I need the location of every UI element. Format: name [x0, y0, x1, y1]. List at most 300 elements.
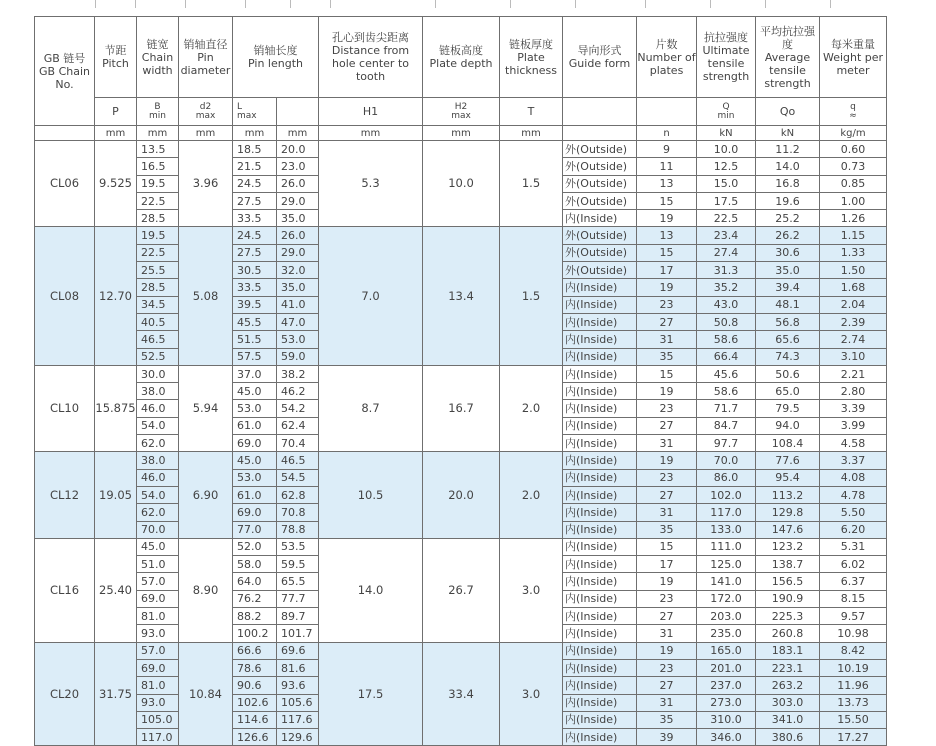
- cell-weight: 4.58: [820, 435, 887, 452]
- cell-avg: 14.0: [756, 158, 820, 175]
- cell-plate-depth: 33.4: [423, 642, 500, 746]
- cell-ult: 70.0: [697, 452, 756, 469]
- cell-num-plates: 31: [637, 331, 697, 348]
- cell-width: 57.0: [137, 573, 179, 590]
- cell-len-1: 69.0: [233, 504, 277, 521]
- cell-num-plates: 31: [637, 435, 697, 452]
- cell-ult: 43.0: [697, 296, 756, 313]
- cell-len-1: 52.0: [233, 538, 277, 555]
- cell-num-plates: 27: [637, 677, 697, 694]
- cell-guide: 内(Inside): [563, 279, 637, 296]
- cell-weight: 0.60: [820, 141, 887, 158]
- cell-num-plates: 27: [637, 608, 697, 625]
- cell-width: 19.5: [137, 227, 179, 244]
- cell-width: 40.5: [137, 313, 179, 330]
- cell-avg: 19.6: [756, 192, 820, 209]
- cell-len-1: 61.0: [233, 417, 277, 434]
- col-avg-header: 平均抗拉强度 Average tensile strength: [756, 17, 820, 98]
- cell-len-2: 35.0: [277, 279, 319, 296]
- cell-len-1: 33.5: [233, 210, 277, 227]
- header-row-symbols: [35, 98, 887, 126]
- cell-ult: 71.7: [697, 400, 756, 417]
- cell-guide: 内(Inside): [563, 694, 637, 711]
- cell-plate-thick: 2.0: [500, 452, 563, 538]
- cell-len-2: 78.8: [277, 521, 319, 538]
- cell-guide: 内(Inside): [563, 711, 637, 728]
- cell-ult: 22.5: [697, 210, 756, 227]
- cell-len-2: 26.0: [277, 175, 319, 192]
- unit-num-plates: n: [637, 126, 697, 141]
- unit-guide: [563, 126, 637, 141]
- cell-guide: 内(Inside): [563, 365, 637, 382]
- weight-symbol: q ≈: [820, 98, 887, 126]
- cell-guide: 内(Inside): [563, 435, 637, 452]
- cell-width: 45.0: [137, 538, 179, 555]
- cell-len-1: 24.5: [233, 227, 277, 244]
- cell-chain-no: CL08: [35, 227, 95, 365]
- cell-width: 117.0: [137, 729, 179, 746]
- unit-weight: kg/m: [820, 126, 887, 141]
- cell-avg: 65.6: [756, 331, 820, 348]
- ult-symbol: Q min: [697, 98, 756, 126]
- cell-avg: 138.7: [756, 556, 820, 573]
- col-chain-no-header: GB 链号 GB Chain No.: [35, 17, 95, 126]
- cell-ult: 117.0: [697, 504, 756, 521]
- cell-ult: 133.0: [697, 521, 756, 538]
- cell-pitch: 15.875: [95, 365, 137, 451]
- cell-pitch: 19.05: [95, 452, 137, 538]
- cell-len-1: 51.5: [233, 331, 277, 348]
- cell-hole-dist: 5.3: [319, 141, 423, 227]
- cell-num-plates: 23: [637, 296, 697, 313]
- cell-len-2: 53.5: [277, 538, 319, 555]
- cell-len-1: 24.5: [233, 175, 277, 192]
- cell-width: 22.5: [137, 192, 179, 209]
- unit-chain-blank: [35, 126, 95, 141]
- cell-guide: 外(Outside): [563, 227, 637, 244]
- col-num-plates-header: 片数 Number of plates: [637, 17, 697, 98]
- cell-width: 93.0: [137, 625, 179, 642]
- cell-len-1: 53.0: [233, 400, 277, 417]
- cell-len-2: 69.6: [277, 642, 319, 659]
- cell-pin-diam: 5.08: [179, 227, 233, 365]
- cell-guide: 外(Outside): [563, 192, 637, 209]
- cell-len-2: 20.0: [277, 141, 319, 158]
- cell-ult: 27.4: [697, 244, 756, 261]
- cell-num-plates: 35: [637, 348, 697, 365]
- cell-ult: 237.0: [697, 677, 756, 694]
- cell-ult: 203.0: [697, 608, 756, 625]
- cell-width: 30.0: [137, 365, 179, 382]
- cell-pin-diam: 10.84: [179, 642, 233, 746]
- cell-num-plates: 13: [637, 175, 697, 192]
- cell-ult: 45.6: [697, 365, 756, 382]
- cell-ult: 172.0: [697, 590, 756, 607]
- cell-weight: 1.15: [820, 227, 887, 244]
- cell-ult: 15.0: [697, 175, 756, 192]
- cell-len-2: 117.6: [277, 711, 319, 728]
- cell-avg: 190.9: [756, 590, 820, 607]
- cell-avg: 341.0: [756, 711, 820, 728]
- cell-len-1: 30.5: [233, 262, 277, 279]
- cell-len-1: 37.0: [233, 365, 277, 382]
- cell-num-plates: 19: [637, 383, 697, 400]
- cell-ult: 310.0: [697, 711, 756, 728]
- cell-width: 46.0: [137, 400, 179, 417]
- cell-pin-diam: 3.96: [179, 141, 233, 227]
- guide-symbol-blank: [563, 98, 637, 126]
- cell-len-1: 61.0: [233, 486, 277, 503]
- cell-num-plates: 35: [637, 521, 697, 538]
- cell-avg: 74.3: [756, 348, 820, 365]
- cell-weight: 1.00: [820, 192, 887, 209]
- num-plates-symbol-blank: [637, 98, 697, 126]
- cell-len-2: 81.6: [277, 659, 319, 676]
- cell-len-2: 46.2: [277, 383, 319, 400]
- cell-num-plates: 9: [637, 141, 697, 158]
- cell-guide: 内(Inside): [563, 642, 637, 659]
- cell-width: 70.0: [137, 521, 179, 538]
- header-row-titles: [35, 17, 887, 98]
- cell-width: 38.0: [137, 452, 179, 469]
- cell-len-2: 93.6: [277, 677, 319, 694]
- cell-ult: 50.8: [697, 313, 756, 330]
- cell-weight: 8.15: [820, 590, 887, 607]
- cell-avg: 79.5: [756, 400, 820, 417]
- cell-avg: 56.8: [756, 313, 820, 330]
- hole-dist-symbol: H1: [319, 98, 423, 126]
- cell-guide: 内(Inside): [563, 504, 637, 521]
- cell-len-1: 27.5: [233, 192, 277, 209]
- cell-avg: 39.4: [756, 279, 820, 296]
- cell-chain-no: CL16: [35, 538, 95, 642]
- cell-ult: 23.4: [697, 227, 756, 244]
- cell-avg: 260.8: [756, 625, 820, 642]
- cell-weight: 6.20: [820, 521, 887, 538]
- cell-plate-thick: 3.0: [500, 538, 563, 642]
- cell-chain-no: CL20: [35, 642, 95, 746]
- cell-avg: 65.0: [756, 383, 820, 400]
- cell-avg: 303.0: [756, 694, 820, 711]
- cell-weight: 2.74: [820, 331, 887, 348]
- cell-num-plates: 39: [637, 729, 697, 746]
- cell-guide: 内(Inside): [563, 296, 637, 313]
- cell-weight: 8.42: [820, 642, 887, 659]
- cell-hole-dist: 17.5: [319, 642, 423, 746]
- cell-guide: 外(Outside): [563, 141, 637, 158]
- cell-len-2: 54.5: [277, 469, 319, 486]
- cell-weight: 9.57: [820, 608, 887, 625]
- cell-avg: 108.4: [756, 435, 820, 452]
- cell-num-plates: 17: [637, 556, 697, 573]
- cell-avg: 35.0: [756, 262, 820, 279]
- cell-ult: 201.0: [697, 659, 756, 676]
- cell-ult: 12.5: [697, 158, 756, 175]
- cell-width: 69.0: [137, 590, 179, 607]
- header-row-units: [35, 126, 887, 141]
- cell-guide: 外(Outside): [563, 262, 637, 279]
- cell-plate-depth: 13.4: [423, 227, 500, 365]
- cell-guide: 内(Inside): [563, 659, 637, 676]
- cell-ult: 97.7: [697, 435, 756, 452]
- unit-pin-diam: mm: [179, 126, 233, 141]
- cell-weight: 10.98: [820, 625, 887, 642]
- cell-num-plates: 19: [637, 279, 697, 296]
- col-ult-header: 抗拉强度 Ultimate tensile strength: [697, 17, 756, 98]
- cell-width: 28.5: [137, 210, 179, 227]
- pin-len-symbol: L max: [233, 98, 277, 126]
- cell-weight: 2.04: [820, 296, 887, 313]
- cell-weight: 1.33: [820, 244, 887, 261]
- cell-len-2: 46.5: [277, 452, 319, 469]
- cell-len-2: 70.8: [277, 504, 319, 521]
- cell-len-2: 29.0: [277, 244, 319, 261]
- cell-weight: 2.21: [820, 365, 887, 382]
- cell-width: 54.0: [137, 486, 179, 503]
- cell-hole-dist: 8.7: [319, 365, 423, 451]
- col-plate-depth-header: 链板高度 Plate depth: [423, 17, 500, 98]
- cell-len-1: 39.5: [233, 296, 277, 313]
- cell-weight: 5.50: [820, 504, 887, 521]
- cell-num-plates: 27: [637, 417, 697, 434]
- cell-weight: 3.37: [820, 452, 887, 469]
- cell-num-plates: 19: [637, 573, 697, 590]
- cell-len-1: 45.0: [233, 383, 277, 400]
- cell-width: 54.0: [137, 417, 179, 434]
- cell-len-2: 62.4: [277, 417, 319, 434]
- cell-avg: 50.6: [756, 365, 820, 382]
- cell-weight: 2.39: [820, 313, 887, 330]
- cell-width: 93.0: [137, 694, 179, 711]
- pitch-symbol: P: [95, 98, 137, 126]
- cell-weight: 11.96: [820, 677, 887, 694]
- cell-weight: 1.50: [820, 262, 887, 279]
- cell-num-plates: 31: [637, 504, 697, 521]
- cell-len-1: 27.5: [233, 244, 277, 261]
- cell-avg: 77.6: [756, 452, 820, 469]
- cell-weight: 4.08: [820, 469, 887, 486]
- cell-width: 81.0: [137, 677, 179, 694]
- cell-weight: 0.85: [820, 175, 887, 192]
- cell-guide: 内(Inside): [563, 608, 637, 625]
- cell-hole-dist: 7.0: [319, 227, 423, 365]
- avg-symbol: Qo: [756, 98, 820, 126]
- cell-pin-diam: 8.90: [179, 538, 233, 642]
- cell-ult: 141.0: [697, 573, 756, 590]
- cell-len-1: 21.5: [233, 158, 277, 175]
- cell-width: 69.0: [137, 659, 179, 676]
- cell-weight: 1.26: [820, 210, 887, 227]
- cell-avg: 156.5: [756, 573, 820, 590]
- cell-guide: 内(Inside): [563, 729, 637, 746]
- cell-num-plates: 19: [637, 642, 697, 659]
- table-row: [35, 538, 887, 555]
- cell-len-1: 45.0: [233, 452, 277, 469]
- cell-width: 51.0: [137, 556, 179, 573]
- cell-plate-depth: 10.0: [423, 141, 500, 227]
- cell-weight: 5.31: [820, 538, 887, 555]
- cell-ult: 111.0: [697, 538, 756, 555]
- chain-spec-table: [34, 16, 887, 746]
- cell-num-plates: 19: [637, 452, 697, 469]
- cell-avg: 95.4: [756, 469, 820, 486]
- cell-num-plates: 31: [637, 625, 697, 642]
- cell-width: 34.5: [137, 296, 179, 313]
- unit-width: mm: [137, 126, 179, 141]
- cell-ult: 66.4: [697, 348, 756, 365]
- cell-avg: 223.1: [756, 659, 820, 676]
- cell-weight: 17.27: [820, 729, 887, 746]
- cell-guide: 内(Inside): [563, 383, 637, 400]
- cell-num-plates: 13: [637, 227, 697, 244]
- cell-plate-depth: 26.7: [423, 538, 500, 642]
- pin-len-symbol-blank: [277, 98, 319, 126]
- cell-plate-depth: 16.7: [423, 365, 500, 451]
- cell-guide: 内(Inside): [563, 469, 637, 486]
- col-weight-header: 每米重量 Weight per meter: [820, 17, 887, 98]
- cell-weight: 0.73: [820, 158, 887, 175]
- table-row: [35, 227, 887, 244]
- cell-len-1: 57.5: [233, 348, 277, 365]
- cell-len-2: 77.7: [277, 590, 319, 607]
- cell-width: 52.5: [137, 348, 179, 365]
- cell-guide: 内(Inside): [563, 625, 637, 642]
- cell-num-plates: 31: [637, 694, 697, 711]
- cell-len-2: 62.8: [277, 486, 319, 503]
- cell-guide: 内(Inside): [563, 331, 637, 348]
- cell-avg: 94.0: [756, 417, 820, 434]
- cell-len-2: 101.7: [277, 625, 319, 642]
- cell-width: 57.0: [137, 642, 179, 659]
- plate-thick-symbol: T: [500, 98, 563, 126]
- unit-avg: kN: [756, 126, 820, 141]
- cell-weight: 6.37: [820, 573, 887, 590]
- cell-width: 13.5: [137, 141, 179, 158]
- cell-len-2: 105.6: [277, 694, 319, 711]
- cell-width: 38.0: [137, 383, 179, 400]
- col-plate-thick-header: 链板厚度 Plate thickness: [500, 17, 563, 98]
- table-row: [35, 141, 887, 158]
- cell-guide: 内(Inside): [563, 417, 637, 434]
- table-row: [35, 452, 887, 469]
- table-body: [35, 141, 887, 746]
- cell-ult: 35.2: [697, 279, 756, 296]
- cell-ult: 346.0: [697, 729, 756, 746]
- cell-guide: 内(Inside): [563, 538, 637, 555]
- plate-depth-symbol: H2 max: [423, 98, 500, 126]
- cell-len-1: 102.6: [233, 694, 277, 711]
- cell-len-2: 53.0: [277, 331, 319, 348]
- cell-plate-thick: 1.5: [500, 141, 563, 227]
- cell-hole-dist: 14.0: [319, 538, 423, 642]
- cell-weight: 6.02: [820, 556, 887, 573]
- cell-len-1: 77.0: [233, 521, 277, 538]
- cell-ult: 31.3: [697, 262, 756, 279]
- col-hole-dist-header: 孔心到齿尖距离 Distance from hole center to tooth: [319, 17, 423, 98]
- cell-pitch: 25.40: [95, 538, 137, 642]
- width-symbol: B min: [137, 98, 179, 126]
- cell-len-1: 66.6: [233, 642, 277, 659]
- cell-hole-dist: 10.5: [319, 452, 423, 538]
- cell-num-plates: 15: [637, 365, 697, 382]
- cell-len-2: 32.0: [277, 262, 319, 279]
- cell-guide: 外(Outside): [563, 158, 637, 175]
- cell-plate-thick: 2.0: [500, 365, 563, 451]
- table-row: [35, 365, 887, 382]
- cell-guide: 内(Inside): [563, 556, 637, 573]
- cell-pin-diam: 6.90: [179, 452, 233, 538]
- unit-pitch: mm: [95, 126, 137, 141]
- cell-width: 46.5: [137, 331, 179, 348]
- cell-num-plates: 23: [637, 590, 697, 607]
- cell-width: 22.5: [137, 244, 179, 261]
- cell-chain-no: CL10: [35, 365, 95, 451]
- cell-avg: 48.1: [756, 296, 820, 313]
- cell-width: 19.5: [137, 175, 179, 192]
- cell-len-1: 45.5: [233, 313, 277, 330]
- cell-width: 28.5: [137, 279, 179, 296]
- cell-len-2: 23.0: [277, 158, 319, 175]
- cell-num-plates: 15: [637, 244, 697, 261]
- cell-guide: 内(Inside): [563, 677, 637, 694]
- col-width-header: 链宽 Chain width: [137, 17, 179, 98]
- cell-len-1: 114.6: [233, 711, 277, 728]
- unit-plate-depth: mm: [423, 126, 500, 141]
- col-pin-diam-header: 销轴直径 Pin diameter: [179, 17, 233, 98]
- cell-ult: 17.5: [697, 192, 756, 209]
- cell-len-1: 76.2: [233, 590, 277, 607]
- cell-ult: 10.0: [697, 141, 756, 158]
- cell-len-2: 35.0: [277, 210, 319, 227]
- cell-avg: 129.8: [756, 504, 820, 521]
- cell-len-1: 69.0: [233, 435, 277, 452]
- cell-len-2: 129.6: [277, 729, 319, 746]
- cell-guide: 内(Inside): [563, 348, 637, 365]
- cell-plate-depth: 20.0: [423, 452, 500, 538]
- unit-hole-dist: mm: [319, 126, 423, 141]
- cell-len-2: 41.0: [277, 296, 319, 313]
- cell-plate-thick: 3.0: [500, 642, 563, 746]
- cell-len-1: 33.5: [233, 279, 277, 296]
- top-scroll-ticks: [0, 0, 936, 10]
- cell-len-2: 38.2: [277, 365, 319, 382]
- cell-ult: 125.0: [697, 556, 756, 573]
- cell-len-2: 47.0: [277, 313, 319, 330]
- cell-avg: 225.3: [756, 608, 820, 625]
- cell-len-1: 100.2: [233, 625, 277, 642]
- cell-ult: 86.0: [697, 469, 756, 486]
- cell-weight: 4.78: [820, 486, 887, 503]
- cell-weight: 1.68: [820, 279, 887, 296]
- cell-ult: 58.6: [697, 331, 756, 348]
- cell-guide: 内(Inside): [563, 573, 637, 590]
- cell-avg: 263.2: [756, 677, 820, 694]
- cell-weight: 15.50: [820, 711, 887, 728]
- cell-weight: 3.39: [820, 400, 887, 417]
- cell-len-1: 126.6: [233, 729, 277, 746]
- table-row: [35, 642, 887, 659]
- cell-avg: 113.2: [756, 486, 820, 503]
- cell-pitch: 31.75: [95, 642, 137, 746]
- cell-guide: 外(Outside): [563, 175, 637, 192]
- cell-len-1: 88.2: [233, 608, 277, 625]
- cell-ult: 235.0: [697, 625, 756, 642]
- unit-ult: kN: [697, 126, 756, 141]
- cell-avg: 26.2: [756, 227, 820, 244]
- cell-avg: 147.6: [756, 521, 820, 538]
- cell-num-plates: 17: [637, 262, 697, 279]
- cell-avg: 123.2: [756, 538, 820, 555]
